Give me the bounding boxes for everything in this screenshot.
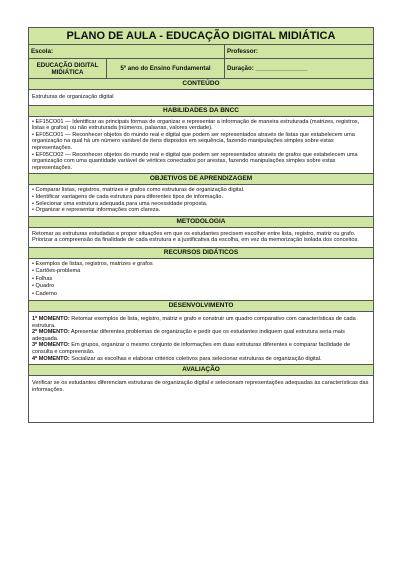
moment-text: Em grupos, organizar o mesmo conjunto de informações em duas estruturas diferentes e comparar facilidade de consulta e compreensão. [32, 342, 351, 355]
moment-label: 3º MOMENTO: [32, 342, 70, 349]
moment-label: 1º MOMENTO: [32, 315, 70, 322]
objectives-section [29, 185, 373, 216]
moment-label: 4º MOMENTO: [32, 355, 70, 362]
moment-1 [32, 316, 370, 329]
moment-label: 2º MOMENTO: [32, 329, 70, 336]
resources-heading: RECURSOS DIDÁTICOS [29, 248, 373, 259]
list-item: • Identificar vantagens de cada estrutura para diferentes tipos de informação. [32, 193, 224, 200]
list-item: • Folhas [32, 275, 53, 282]
methodology-heading: METODOLOGIA [29, 217, 373, 228]
school-field: Escola: [29, 45, 225, 58]
list-item: • Quadro [32, 283, 55, 290]
lesson-plan-document [28, 27, 374, 423]
moment-text: Socializar as escolhas e elaborar critérios coletivos para selecionar estruturas de organização digital. [69, 355, 322, 362]
evaluation-heading: AVALIAÇÃO [29, 365, 373, 376]
list-item: • Selecionar uma estrutura adequada para uma necessidade proposta. [32, 200, 208, 207]
development-heading: DESENVOLVIMENTO [29, 301, 373, 312]
bncc-item-ef15co01: • EF15CO01 — Identificar as principais formas de organizar e representar a informação de maneira estruturada (matrizes, registros, listas e grafos) ou não estruturada (números, palavras, valores verdade). [32, 118, 360, 132]
school-teacher-row [29, 45, 373, 59]
content-heading: CONTEÚDO [29, 79, 373, 90]
moment-4 [32, 356, 370, 363]
list-item: • Comparar listas, registros, matrizes e grafos como estruturas de organização digital. [32, 187, 245, 194]
methodology-text: Retomar as estruturas estudadas e propor situações em que os estudantes precisem escolher entre lista, registro, matriz ou grafo. Priorizar a compreensão da finalidade de cada estrutura e a justificativa da escolha, em vez da memorização isolada dos conceitos. [32, 230, 359, 244]
duration-field: Duração: _______________ [225, 59, 373, 78]
document-title: PLANO DE AULA - EDUCAÇÃO DIGITAL MIDIÁTICA [29, 28, 373, 45]
objectives-list [32, 187, 370, 213]
bncc-item-ef05co02: • EF05CO02 — Reconhecer objetos do mundo real e digital que podem ser representados através de grafos que estabelecem uma organização com uma quantidade variável de vértices conectados por arestas, fazendo manipulações simples sobre estas representações. [32, 151, 358, 171]
methodology-section [29, 228, 373, 248]
list-item: • Caderno [32, 290, 57, 297]
moment-2 [32, 329, 370, 342]
evaluation-section [29, 376, 373, 422]
bncc-item-ef05co01: • EF05CO01 — Reconhecer objetos do mundo real e digital que podem ser representados através de listas que estabelecem uma organização na qual há um número variável de itens dispostos em sequência, fazendo manipulações simples sobre estas representações. [32, 131, 355, 151]
list-item: • Exemplos de listas, registros, matrizes e grafos [32, 260, 153, 267]
subject-grade-row [29, 59, 373, 79]
moment-text: Apresentar diferentes problemas de organização e pedir que os estudantes indiquem qual estrutura seria mais adequada. [32, 329, 345, 342]
content-text: Estruturas de organização digital [32, 94, 114, 100]
resources-section [29, 259, 373, 301]
teacher-field: Professor: [225, 45, 373, 58]
resources-list [32, 261, 370, 298]
development-section [29, 312, 373, 365]
objectives-heading: OBJETIVOS DE APRENDIZAGEM [29, 174, 373, 185]
evaluation-text: Verificar se os estudantes diferenciam estruturas de organização digital e selecionam representações adequadas às características das informações. [32, 380, 369, 393]
moment-text: Retomar exemplos de lista, registro, matriz e grafo e construir um quadro comparativo com características de cada estrutura. [32, 315, 356, 329]
bncc-heading: HABILIDADES DA BNCC [29, 106, 373, 117]
bncc-section [29, 117, 373, 175]
subject-label: EDUCAÇÃO DIGITAL MIDIÁTICA [29, 59, 107, 78]
grade-label: 5º ano do Ensino Fundamental [107, 59, 225, 78]
list-item: • Cartões-problema [32, 268, 81, 275]
moment-3 [32, 342, 370, 355]
list-item: • Organizar e representar informações com clareza. [32, 207, 161, 214]
content-section [29, 90, 373, 106]
